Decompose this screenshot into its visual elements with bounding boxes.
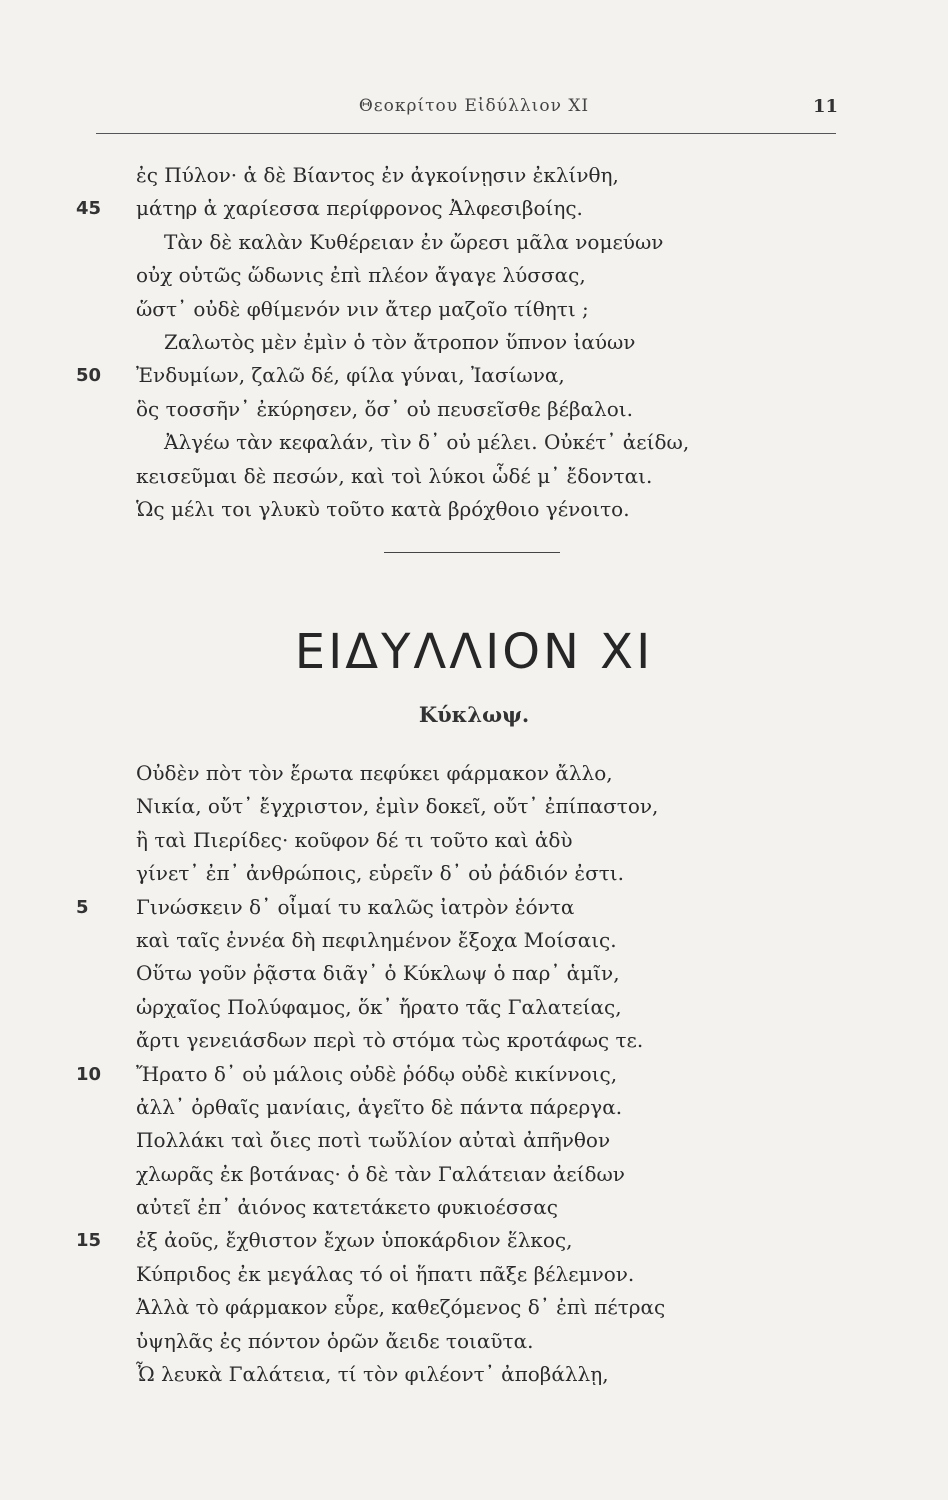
- verse-line: [136, 1291, 836, 1324]
- verse-line: [136, 1024, 836, 1057]
- verse-line: [136, 1124, 836, 1157]
- line-number: 15: [76, 1230, 102, 1252]
- verse-line: [136, 1358, 836, 1391]
- poem-title: ΕΙΔΥΛΛΙΟΝ XI: [294, 624, 654, 680]
- verse-line: [136, 460, 836, 493]
- verse-line: [136, 1325, 836, 1358]
- verse-text: Ὡς μέλι τοι γλυκὺ τοῦτο κατὰ βρόχθοιο γένοιτο.: [136, 496, 630, 521]
- poem-verse: [76, 757, 836, 1391]
- verse-line: [136, 426, 836, 459]
- verse-text: οὐχ οὑτῶς ὥδωνις ἐπὶ πλέον ἄγαγε λύσσας,: [136, 263, 586, 288]
- verse-line: [136, 1158, 836, 1191]
- verse-line: [76, 1058, 836, 1091]
- verse-text: ἄρτι γενειάσδων περὶ τὸ στόμα τὼς κροτάφως τε.: [136, 1028, 644, 1053]
- verse-line: [136, 857, 836, 890]
- verse-text: Γινώσκειν δ᾽ οἶμαί τυ καλῶς ἰατρὸν ἐόντα: [136, 894, 575, 919]
- verse-text: Ζαλωτὸς μὲν ἐμὶν ὁ τὸν ἄτροπον ὕπνον ἰαύων: [164, 329, 636, 354]
- verse-text: ἀλλ᾽ ὀρθαῖς μανίαις, ἁγεῖτο δὲ πάντα πάρεργα.: [136, 1094, 623, 1119]
- verse-line: [136, 259, 836, 292]
- verse-line: [136, 226, 836, 259]
- verse-line: [76, 359, 836, 392]
- verse-text: ὑψηλᾶς ἐς πόντον ὁρῶν ἄειδε τοιαῦτα.: [136, 1328, 534, 1353]
- line-number: 10: [76, 1063, 102, 1085]
- verse-text: καὶ ταῖς ἐννέα δὴ πεφιλημένον ἔξοχα Μοίσαις.: [136, 927, 617, 952]
- verse-text: γίνετ᾽ ἐπ᾽ ἀνθρώποις, εὑρεῖν δ᾽ οὐ ῥάδιόν ἐστι.: [136, 861, 624, 886]
- section-divider: [384, 552, 560, 553]
- verse-line: [136, 159, 836, 192]
- verse-line: [136, 1191, 836, 1224]
- verse-line: [136, 293, 836, 326]
- verse-text: Πολλάκι ταὶ ὄιες ποτὶ τωὔλίον αὐταὶ ἀπῆνθον: [136, 1128, 611, 1153]
- verse-line: [136, 493, 836, 526]
- verse-line: [136, 1258, 836, 1291]
- verse-line: [136, 824, 836, 857]
- header-rule: [96, 133, 836, 134]
- verse-text: Νικία, οὔτ᾽ ἔγχριστον, ἐμὶν δοκεῖ, οὔτ᾽ ἐπίπαστον,: [136, 794, 659, 819]
- verse-text: ἢ ταὶ Πιερίδες· κοῦφον δέ τι τοῦτο καὶ ἁδὺ: [136, 827, 573, 852]
- previous-poem-verse: [76, 159, 836, 526]
- verse-text: Οὐδὲν πὸτ τὸν ἔρωτα πεφύκει φάρμακον ἄλλο,: [136, 761, 613, 785]
- line-number: 50: [76, 365, 102, 387]
- verse-text: ἐξ ἀοῦς, ἔχθιστον ἔχων ὑποκάρδιον ἕλκος,: [136, 1228, 573, 1253]
- verse-line: [136, 326, 836, 359]
- verse-text: ὡρχαῖος Πολύφαμος, ὅκ᾽ ἤρατο τᾶς Γαλατείας,: [136, 994, 622, 1019]
- verse-text: Ἀλλὰ τὸ φάρμακον εὗρε, καθεζόμενος δ᾽ ἐπὶ πέτρας: [136, 1295, 666, 1320]
- verse-text: Οὕτω γοῦν ῥᾷστα διᾶγ᾽ ὁ Κύκλωψ ὁ παρ᾽ ἁμῖν,: [136, 961, 620, 986]
- verse-line: [136, 757, 836, 790]
- verse-text: χλωρᾶς ἐκ βοτάνας· ὁ δὲ τὰν Γαλάτειαν ἀείδων: [136, 1161, 625, 1186]
- verse-line: [136, 924, 836, 957]
- page-number: 11: [812, 96, 838, 117]
- verse-text: Κύπριδος ἐκ μεγάλας τό οἱ ἥπατι πᾶξε βέλεμνον.: [136, 1261, 635, 1286]
- verse-line: [136, 957, 836, 990]
- verse-text: Ἐνδυμίων, ζαλῶ δέ, φίλα γύναι, Ἰασίωνα,: [136, 363, 565, 388]
- verse-text: αὐτεῖ ἐπ᾽ ἀιόνος κατετάκετο φυκιοέσσας: [136, 1195, 558, 1220]
- line-number: 5: [76, 896, 89, 918]
- verse-text: ὃς τοσσῆν᾽ ἐκύρησεν, ὅσ᾽ οὐ πευσεῖσθε βέβαλοι.: [136, 396, 633, 421]
- verse-text: Τὰν δὲ καλὰν Κυθέρειαν ἐν ὤρεσι μᾶλα νομεύων: [164, 229, 664, 254]
- verse-text: ἐς Πύλον· ἁ δὲ Βίαντος ἐν ἀγκοίνῃσιν ἐκλίνθη,: [136, 163, 619, 187]
- verse-text: μάτηρ ἁ χαρίεσσα περίφρονος Ἀλφεσιβοίης.: [136, 196, 583, 221]
- verse-line: [76, 891, 836, 924]
- verse-text: Ἀλγέω τὰν κεφαλάν, τὶν δ᾽ οὐ μέλει. Οὐκέτ᾽ ἀείδω,: [164, 430, 690, 455]
- verse-text: Ἤρατο δ᾽ οὐ μάλοις οὐδὲ ῥόδῳ οὐδὲ κικίννοις,: [136, 1061, 618, 1086]
- verse-text: κεισεῦμαι δὲ πεσών, καὶ τοὶ λύκοι ὧδέ μ᾽ ἔδονται.: [136, 463, 653, 488]
- verse-text: Ὦ λευκὰ Γαλάτεια, τί τὸν φιλέοντ᾽ ἀποβάλλῃ,: [136, 1362, 609, 1387]
- verse-line: [136, 1091, 836, 1124]
- verse-line: [136, 393, 836, 426]
- verse-line: [76, 1224, 836, 1257]
- verse-line: [136, 790, 836, 823]
- running-title: Θεοκρίτου Εἰδύλλιον XI: [358, 96, 590, 116]
- verse-text: ὥστ᾽ οὐδὲ φθίμενόν νιν ἄτερ μαζοῖο τίθητι ;: [136, 296, 589, 321]
- verse-line: [76, 192, 836, 225]
- poem-subtitle: Κύκλωψ.: [418, 702, 530, 727]
- line-number: 45: [76, 198, 102, 220]
- verse-line: [136, 991, 836, 1024]
